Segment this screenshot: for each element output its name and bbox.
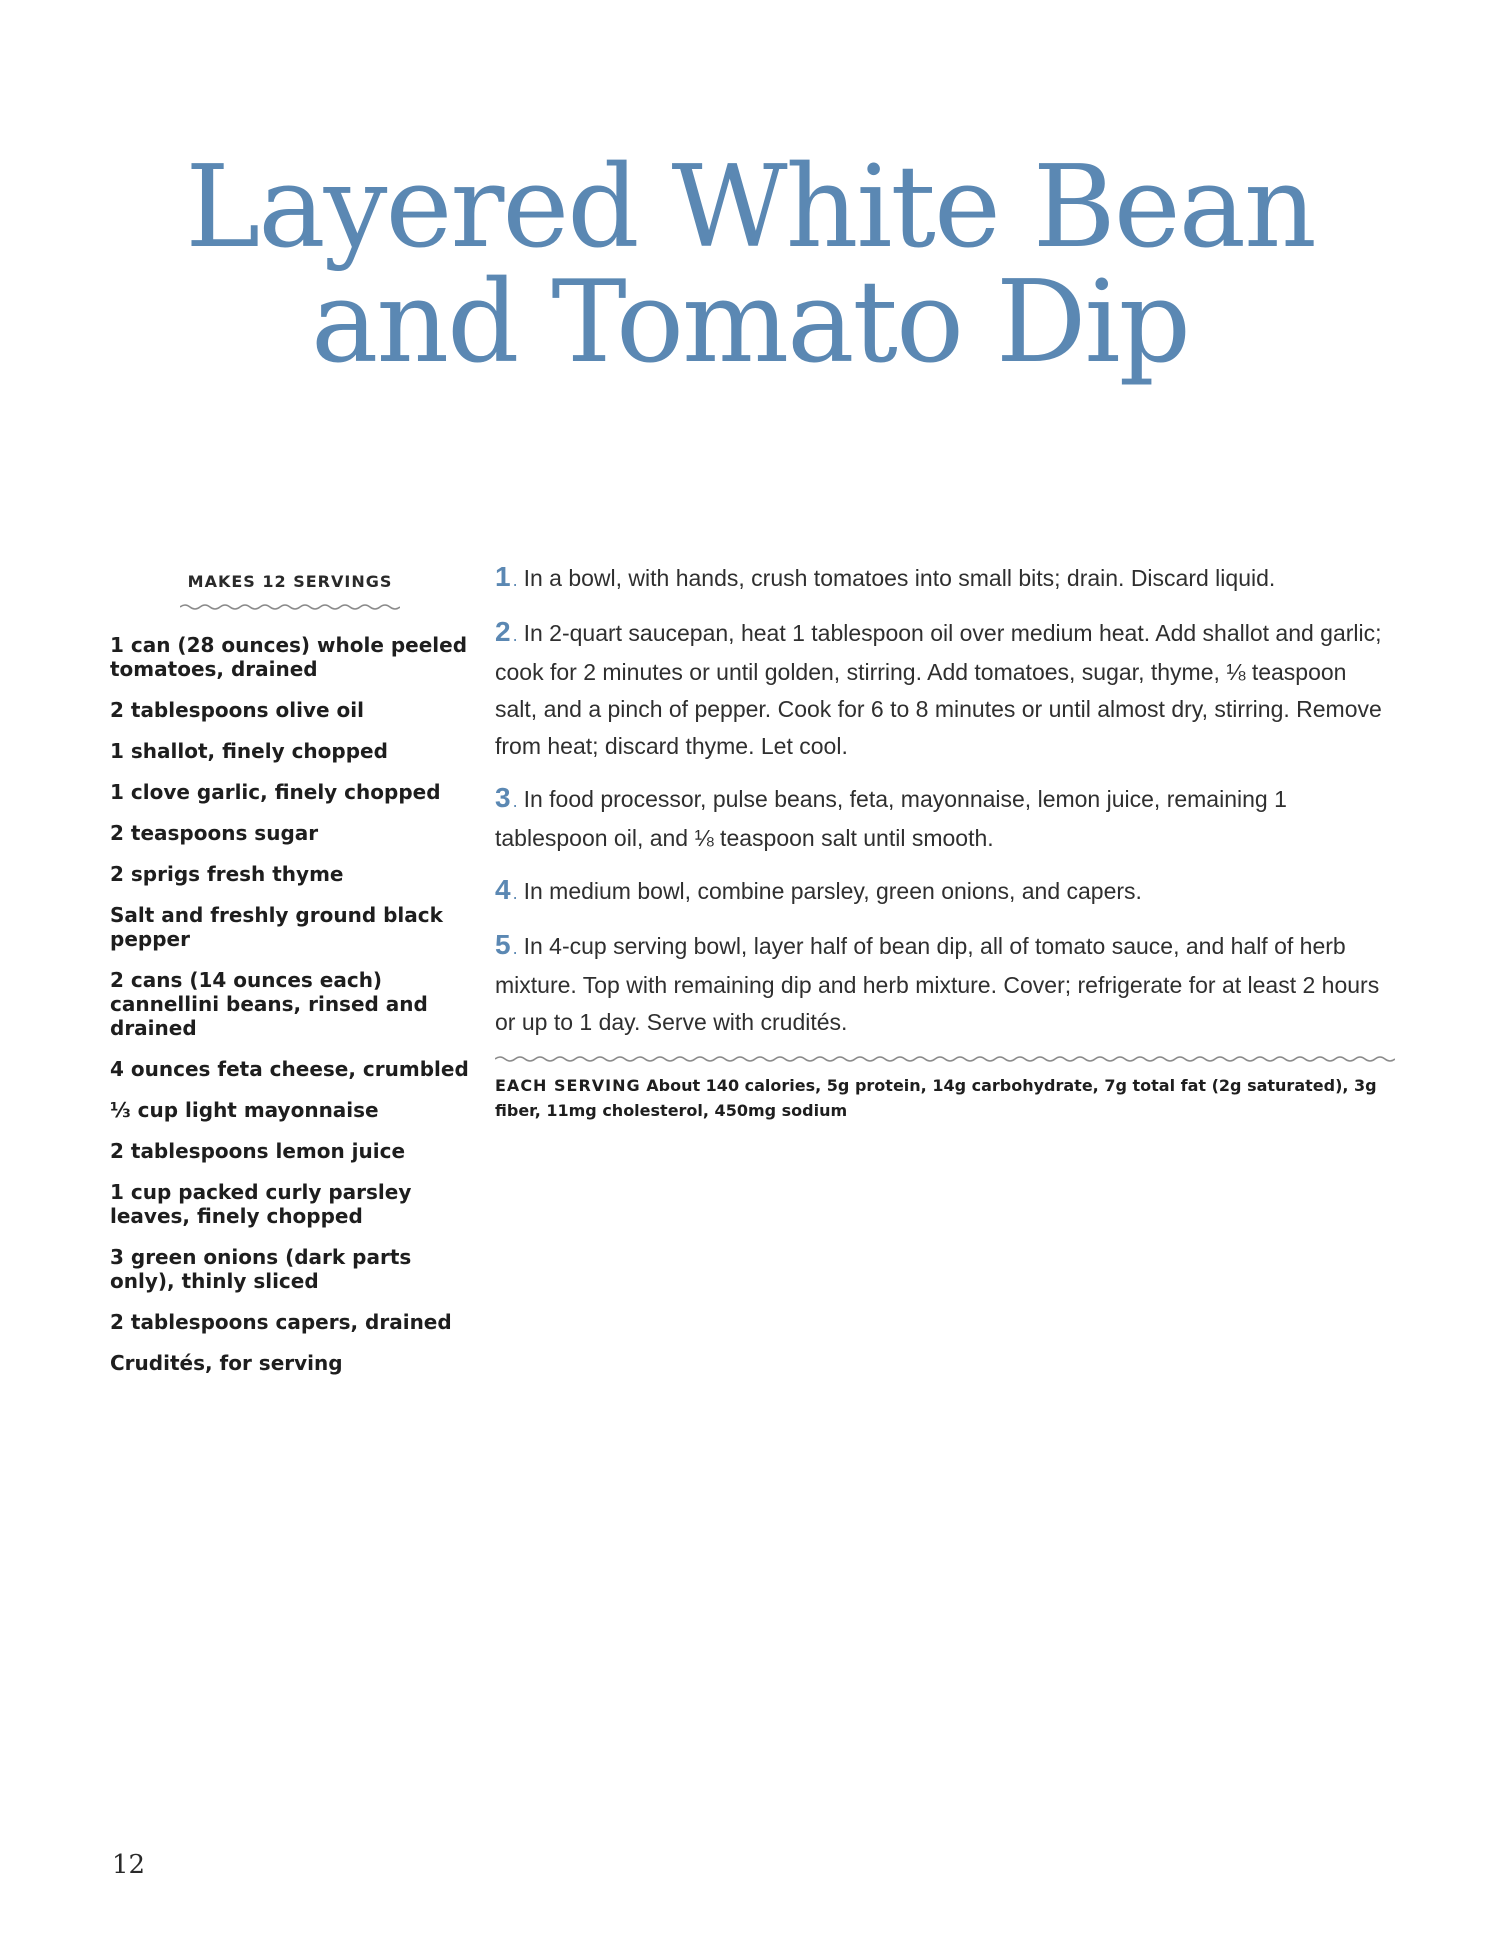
ingredient-item: 1 can (28 ounces) whole peeled tomatoes, drained [110, 633, 468, 681]
ingredient-item: 2 tablespoons olive oil [110, 698, 364, 722]
ingredient-item: 2 teaspoons sugar [110, 821, 319, 845]
nutrition-label: EACH SERVING [495, 1076, 641, 1095]
recipe-title [150, 141, 1350, 388]
step-number: 3 [495, 782, 511, 813]
servings-divider [180, 603, 400, 611]
ingredient-item: 1 cup packed curly parsley leaves, finely chopped [110, 1180, 412, 1228]
step-text: In medium bowl, combine parsley, green onions, and capers. [523, 878, 1142, 904]
step-text: In 4-cup serving bowl, layer half of bean dip, all of tomato sauce, and half of herb mixture. Top with remaining dip and herb mixture. Cover; refrigerate for at least 2 hours or up to 1 day. Serve with crudités. [495, 933, 1380, 1035]
nutrition-divider [495, 1055, 1395, 1063]
step-3: 3 . In food processor, pulse beans, feta, mayonnaise, lemon juice, remaining 1 tablespoon oil, and ⅛ teaspoon salt until smooth. [495, 782, 1287, 851]
nutrition-text: About 140 calories, 5g protein, 14g carbohydrate, 7g total fat (2g saturated), 3g fiber, 11mg cholesterol, 450mg sodium [495, 1076, 1377, 1120]
directions-column [495, 558, 1395, 1123]
step-number: 5 [495, 929, 511, 960]
servings-label: MAKES 12 SERVINGS [187, 572, 393, 591]
step-1: 1 . In a bowl, with hands, crush tomatoes into small bits; drain. Discard liquid. [495, 561, 1276, 592]
step-text: In food processor, pulse beans, feta, mayonnaise, lemon juice, remaining 1 tablespoon oil, and ⅛ teaspoon salt until smooth. [495, 786, 1287, 851]
page-number: 12 [112, 1850, 146, 1880]
ingredient-item: ⅓ cup light mayonnaise [110, 1098, 379, 1122]
ingredients-list [110, 633, 470, 1375]
ingredient-item: 2 tablespoons lemon juice [110, 1139, 406, 1163]
step-number: 2 [495, 616, 511, 647]
step-text: In 2-quart saucepan, heat 1 tablespoon oil over medium heat. Add shallot and garlic; cook for 2 minutes or until golden, stirring. Add tomatoes, sugar, thyme, ⅛ teaspoon salt, and a pinch of pepper. Cook for 6 to 8 minutes or until almost dry, stirring. Remove from heat; discard thyme. Let cool. [495, 620, 1382, 759]
step-4: 4 . In medium bowl, combine parsley, green onions, and capers. [495, 874, 1142, 905]
ingredient-item: 3 green onions (dark parts only), thinly sliced [110, 1245, 412, 1293]
step-number: 1 [495, 561, 511, 592]
ingredient-item: Salt and freshly ground black pepper [110, 903, 443, 951]
ingredients-column [110, 568, 470, 1392]
ingredient-item: 4 ounces feta cheese, crumbled [110, 1057, 469, 1081]
ingredient-item: 2 sprigs fresh thyme [110, 862, 344, 886]
nutrition-info [495, 1073, 1395, 1123]
ingredient-item: 2 cans (14 ounces each) cannellini beans, rinsed and drained [110, 968, 428, 1040]
step-5: 5 . In 4-cup serving bowl, layer half of bean dip, all of tomato sauce, and half of herb mixture. Top with remaining dip and herb mixture. Cover; refrigerate for at least 2 hours or up to 1 day. Serve with crudités. [495, 929, 1380, 1035]
recipe-title-line-1: Layered White Bean [185, 141, 1315, 273]
ingredient-item: 1 shallot, finely chopped [110, 739, 388, 763]
step-number: 4 [495, 874, 511, 905]
step-text: In a bowl, with hands, crush tomatoes into small bits; drain. Discard liquid. [523, 565, 1276, 591]
step-2: 2 . In 2-quart saucepan, heat 1 tablespoon oil over medium heat. Add shallot and garlic; cook for 2 minutes or until golden, stirring. Add tomatoes, sugar, thyme, ⅛ teaspoon salt, and a pinch of pepper. Cook for 6 to 8 minutes or until almost dry, stirring. Remove from heat; discard thyme. Let cool. [495, 616, 1382, 759]
ingredient-item: Crudités, for serving [110, 1351, 343, 1375]
ingredient-item: 2 tablespoons capers, drained [110, 1310, 452, 1334]
ingredient-item: 1 clove garlic, finely chopped [110, 780, 441, 804]
recipe-title-line-2: and Tomato Dip [311, 256, 1189, 388]
